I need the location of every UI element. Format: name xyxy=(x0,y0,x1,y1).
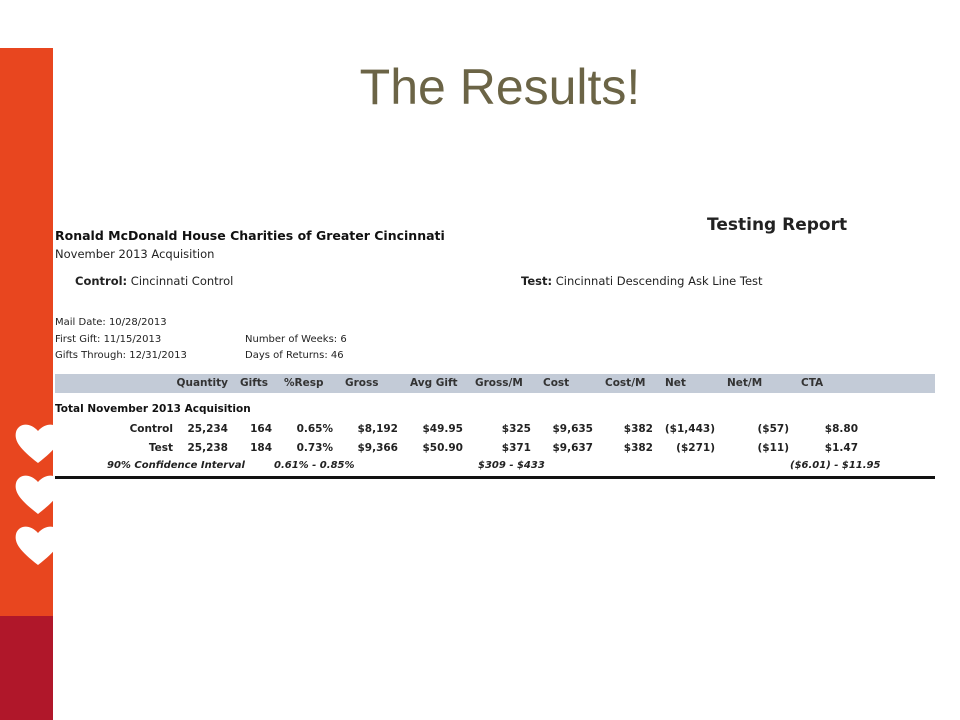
table-cell: ($11) xyxy=(757,442,789,454)
table-cell: $9,637 xyxy=(552,442,593,454)
table-cell: $371 xyxy=(501,442,531,454)
confidence-interval-gross-per-m: $309 - $433 xyxy=(478,460,545,471)
table-cell: ($57) xyxy=(757,423,789,435)
confidence-interval-label: 90% Confidence Interval xyxy=(107,460,245,471)
first-gift-date: First Gift: 11/15/2013 xyxy=(55,334,162,345)
table-cell: $8.80 xyxy=(824,423,858,435)
column-header: Gross xyxy=(345,377,379,389)
control-label: Control: xyxy=(75,274,128,288)
row-label: Control xyxy=(129,423,173,435)
days-of-returns: Days of Returns: 46 xyxy=(245,350,344,361)
table-cell: $8,192 xyxy=(357,423,398,435)
confidence-interval-cta: ($6.01) - $11.95 xyxy=(790,460,881,471)
slide-title: The Results! xyxy=(359,59,641,115)
testing-report xyxy=(55,210,940,490)
control-description xyxy=(75,274,233,288)
mail-date: Mail Date: 10/28/2013 xyxy=(55,317,167,328)
table-cell: 184 xyxy=(250,442,272,454)
test-description xyxy=(521,274,763,288)
confidence-interval-resp: 0.61% - 0.85% xyxy=(274,460,355,471)
section-title: Total November 2013 Acquisition xyxy=(55,403,251,415)
column-header: Gross/M xyxy=(475,377,523,389)
table-cell: ($271) xyxy=(676,442,715,454)
column-header: CTA xyxy=(801,377,824,389)
table-cell: $50.90 xyxy=(422,442,463,454)
table-cell: 164 xyxy=(250,423,272,435)
row-label: Test xyxy=(148,442,173,454)
table-cell: $9,366 xyxy=(357,442,398,454)
table-cell: $382 xyxy=(623,442,653,454)
column-header: Avg Gift xyxy=(410,377,458,389)
control-value: Cincinnati Control xyxy=(130,274,234,288)
table-cell: $382 xyxy=(623,423,653,435)
column-header: Net/M xyxy=(727,377,763,389)
table-cell: 0.73% xyxy=(296,442,333,454)
column-header: Net xyxy=(665,377,686,389)
table-cell: $49.95 xyxy=(422,423,463,435)
campaign-name: November 2013 Acquisition xyxy=(55,247,215,261)
table-cell: 0.65% xyxy=(296,423,333,435)
column-header: %Resp xyxy=(284,377,324,389)
table-cell: $1.47 xyxy=(824,442,858,454)
report-title: Testing Report xyxy=(707,215,848,235)
side-bar-red xyxy=(0,616,53,720)
table-cell: $9,635 xyxy=(552,423,593,435)
gifts-through-date: Gifts Through: 12/31/2013 xyxy=(55,350,187,361)
test-label: Test: xyxy=(521,274,553,288)
table-cell: ($1,443) xyxy=(664,423,715,435)
column-header: Cost xyxy=(543,377,570,389)
heart-icon xyxy=(14,523,62,567)
table-bottom-rule xyxy=(55,476,935,479)
test-value: Cincinnati Descending Ask Line Test xyxy=(555,274,763,288)
table-cell: 25,234 xyxy=(187,423,228,435)
table-cell: $325 xyxy=(501,423,531,435)
column-header: Quantity xyxy=(176,377,228,389)
column-header: Gifts xyxy=(240,377,269,389)
organization-name: Ronald McDonald House Charities of Greater Cincinnati xyxy=(55,228,445,243)
column-header: Cost/M xyxy=(605,377,646,389)
table-cell: 25,238 xyxy=(187,442,228,454)
number-of-weeks: Number of Weeks: 6 xyxy=(245,334,347,345)
